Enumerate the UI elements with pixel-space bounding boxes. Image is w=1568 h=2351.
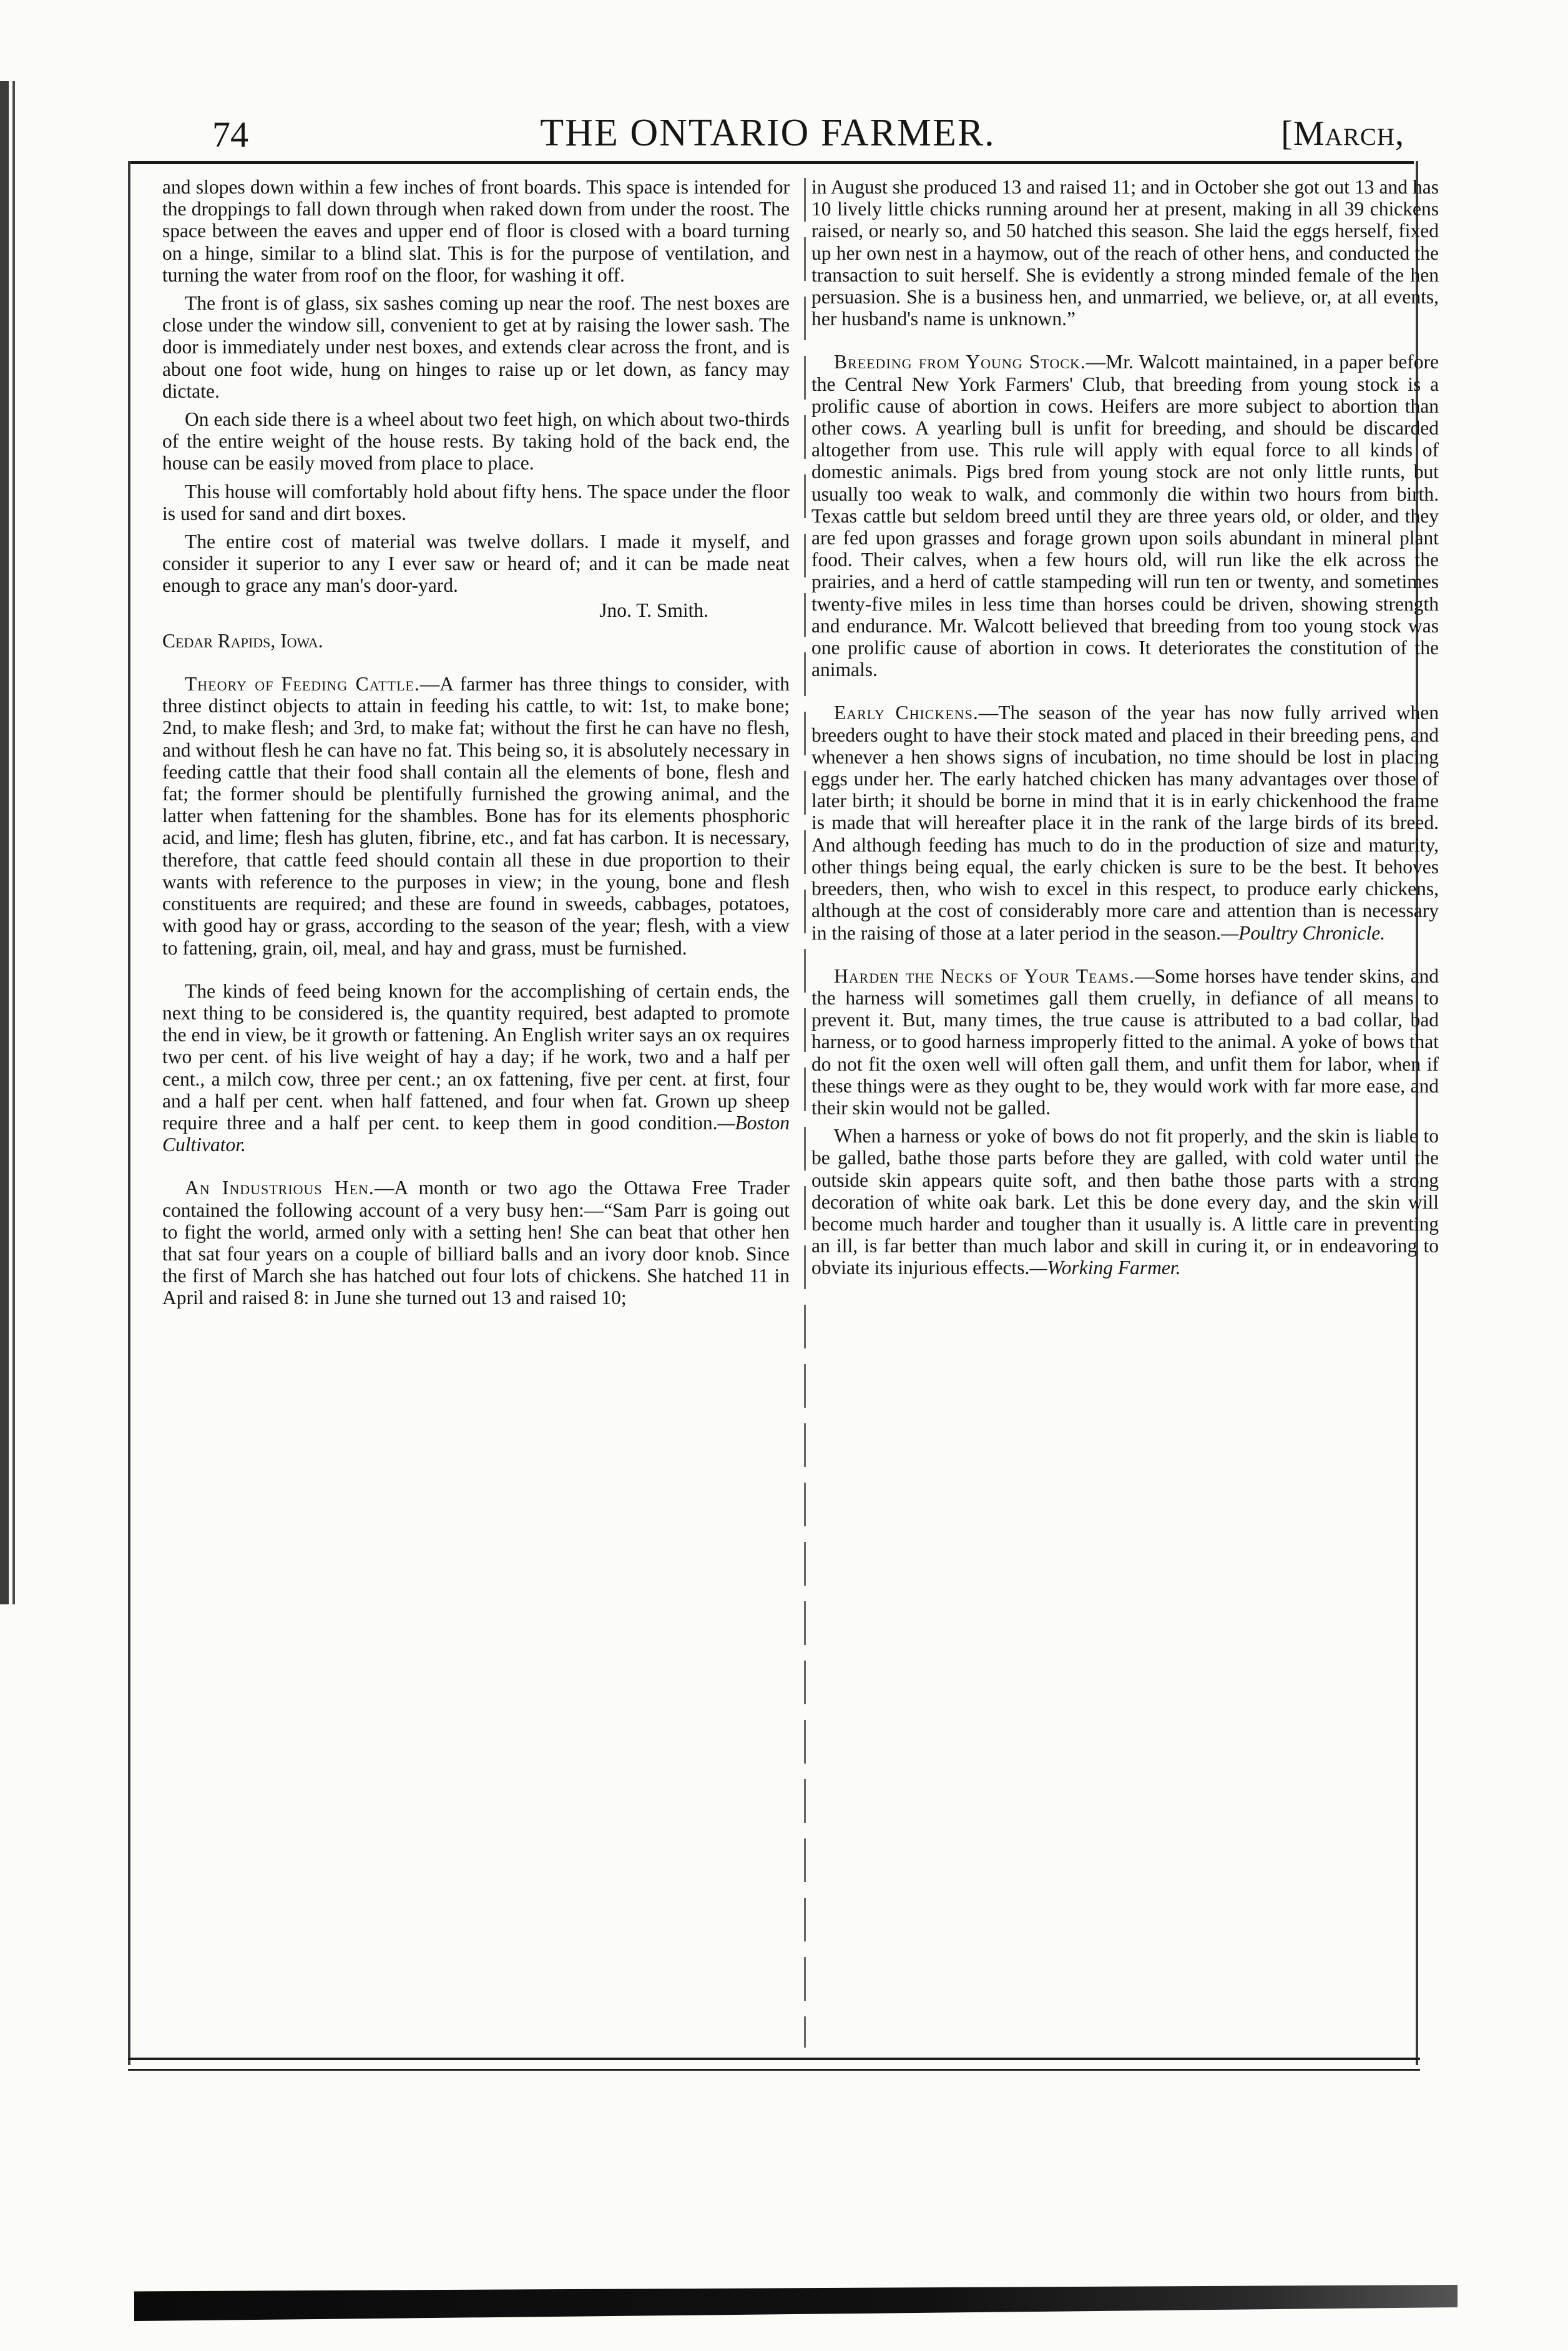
industrious-hen-heading: An Industrious Hen. xyxy=(185,1177,375,1199)
feed-quantity-source: —Boston Cultivator. xyxy=(162,1111,790,1156)
header-rule xyxy=(128,161,1414,164)
harden-necks-paragraph-2 xyxy=(811,1125,1439,1279)
page-number: 74 xyxy=(212,114,248,155)
poultry-house-paragraph-4: This house will comfortably hold about fifty hens. The space under the floor is used for sand and dirt boxes. xyxy=(162,480,790,524)
breeding-young-stock-heading: Breeding from Young Stock. xyxy=(834,351,1086,373)
early-chickens-article xyxy=(811,702,1439,943)
scan-shadow-bar xyxy=(134,2285,1458,2321)
early-chickens-source: —Poultry Chronicle. xyxy=(1221,921,1386,944)
breeding-young-stock-article xyxy=(811,351,1439,680)
feed-quantity-text: The kinds of feed being known for the accomplishing of certain ends, the next thing to be considered is, the quantity required, best adapted to promote the end in view, be it growth or fattening. An English writer says an ox requires two per cent. of his live weight of hay a day; if he work, two and a half per cent., a milch cow, three per cent.; an ox fattening, five per cent. at first, four and a half per cent. when half fattened, and four when fat. Grown up sheep require three and a half per cent. to keep them in good condition. xyxy=(162,979,790,1134)
footer-rule xyxy=(128,2058,1420,2071)
poultry-house-paragraph-5: The entire cost of material was twelve dollars. I made it myself, and consider it superior to any I ever saw or heard of; and it can be made neat enough to grace any man's door-yard. xyxy=(162,531,790,597)
breeding-young-stock-text: —Mr. Walcott maintained, in a paper before the Central New York Farmers' Club, that breeding from young stock is a prolific cause of abortion in cows. Heifers are more subject to abortion than other cows. A yearling bull is unfit for breeding, and should be discarded altogether from use. This rule will apply with equal force to all kinds of domestic animals. Pigs bred from young stock are not only little runts, but usually too weak to walk, and commonly die within two hours from birth. Texas cattle but seldom breed until they are three years old, or older, and they are fed upon grasses and forage grown upon soils abundant in mineral plant food. Their calves, when a few hours old, will run like the elk across the prairies, and a herd of cattle stampeding will run ten or twenty, and sometimes twenty-five miles in less time than horses could be driven, showing strength and endurance. Mr. Walcott believed that breeding from too young stock was one prolific cause of abortion in cows. It deteriorates the constitution of the animals. xyxy=(811,351,1439,681)
poultry-house-paragraph-1: and slopes down within a few inches of front boards. This space is intended for the droppings to fall down through when raked down from under the roost. The space between the eaves and upper end of floor is closed with a board turning on a hinge, similar to a blind slat. This is for the purpose of ventilation, and turning the water from roof on the floor, for washing it off. xyxy=(162,176,790,286)
harden-necks-text-2: When a harness or yoke of bows do not fit properly, and the skin is liable to be galled, bathe those parts before they are galled, with cold water until the outside skin appears quite soft, and then bathe those parts with a strong decoration of white oak bark. Let this be done every day, and the skin will become much harder and tougher than it usually is. A little care in preventing an ill, is far better than much labor and skill in curing it, or in endeavoring to obviate its injurious effects. xyxy=(811,1125,1439,1279)
running-header xyxy=(131,111,1404,156)
right-column xyxy=(811,176,1439,2049)
feed-quantity-paragraph xyxy=(162,980,790,1156)
harden-necks-article xyxy=(811,965,1439,1119)
frame-left-rule xyxy=(128,161,130,2065)
early-chickens-heading: Early Chickens. xyxy=(834,702,979,724)
running-date: [March, xyxy=(1281,114,1404,153)
theory-of-feeding-text: —A farmer has three things to consider, with three distinct objects to attain in feeding his cattle, to wit: 1st, to make bone; 2nd, to make flesh; and 3rd, to make fat; without the first he can have no flesh, and without flesh he can have no fat. This being so, it is absolutely necessary in feeding cattle that their food shall contain all the elements of bone, flesh and fat; the former should be plentifully furnished the growing animal, and the latter when fattening for the shambles. Bone has for its elements phosphoric acid, and lime; flesh has gluten, fibrine, etc., and fat has carbon. It is necessary, therefore, that cattle feed should contain all these in due proportion to their wants with reference to the purposes in view; in the young, bone and flesh constituents are required; and these are found in sweeds, cabbages, potatoes, with good hay or grass, according to the season of the year; flesh, with a view to fattening, grain, oil, meal, and hay and grass, must be furnished. xyxy=(162,673,790,959)
harden-necks-text: —Some horses have tender skins, and the harness will sometimes gall them cruelly, in defiance of all means to prevent it. But, many times, the true cause is attributed to a bad collar, bad harness, or to good harness improperly fitted to the animal. A yoke of bows that do not fit the oxen well will often gall them, and unfit them for labor, when if these things were as they ought to be, they would work with far more ease, and their skin would not be galled. xyxy=(811,964,1439,1119)
poultry-house-paragraph-3: On each side there is a wheel about two feet high, on which about two-thirds of the entire weight of the house rests. By taking hold of the back end, the house can be easily moved from place to place. xyxy=(162,408,790,474)
author-place: Cedar Rapids, Iowa. xyxy=(162,629,323,652)
theory-of-feeding-heading: Theory of Feeding Cattle. xyxy=(185,673,420,695)
harden-necks-source: —Working Farmer. xyxy=(1029,1257,1181,1279)
theory-of-feeding-article xyxy=(162,673,790,959)
early-chickens-text: —The season of the year has now fully arrived when breeders ought to have their stock mated and placed in their breeding pens, and whenever a hen shows signs of incubation, no time should be lost in placing eggs under her. The early hatched chicken has many advantages over those of later birth; it should be borne in mind that it is in early chickenhood the frame is made that will hereafter place it in the rank of the large birds of its breed. And although feeding has much to do in the production of size and maturity, other things being equal, the early chicken is sure to be the best. It behoves breeders, then, who wish to excel in this respect, to produce early chickens, although at the cost of considerably more care and attention than is necessary in the raising of those at a later period in the season. xyxy=(811,702,1439,944)
harden-necks-heading: Harden the Necks of Your Teams. xyxy=(834,964,1135,987)
author-signature: Jno. T. Smith. xyxy=(599,599,708,621)
industrious-hen-article xyxy=(162,1177,790,1308)
industrious-hen-text: —A month or two ago the Ottawa Free Trader contained the following account of a very busy hen:—“Sam Parr is going out to fight the world, armed only with a setting hen! She can beat that other hen that sat four years on a couple of billiard balls and an ivory door knob. Since the first of March she has hatched out four lots of chickens. She hatched 11 in April and raised 8: in June she turned out 13 and raised 10; xyxy=(162,1177,790,1309)
poultry-house-paragraph-2: The front is of glass, six sashes coming up near the roof. The nest boxes are close under the window sill, convenient to get at by raising the lower sash. The door is immediately under nest boxes, and extends clear across the front, and is about one foot wide, hung on hinges to raise up or let down, as fancy may dictate. xyxy=(162,292,790,402)
binding-edge xyxy=(0,81,24,1604)
column-separator xyxy=(804,178,806,2048)
running-title: THE ONTARIO FARMER. xyxy=(540,112,996,154)
industrious-hen-continued: in August she produced 13 and raised 11; and in October she got out 13 and has 10 lively little chicks running around her at present, making in all 39 chickens raised, or nearly so, and 50 hatched this season. She laid the eggs herself, fixed up her own nest in a haymow, out of the reach of other hens, and conducted the transaction to suit herself. She is evidently a strong minded female of the hen persuasion. She is a business hen, and unmarried, we believe, or, at all events, her husband's name is unknown.” xyxy=(811,176,1439,330)
left-column xyxy=(162,176,790,2049)
